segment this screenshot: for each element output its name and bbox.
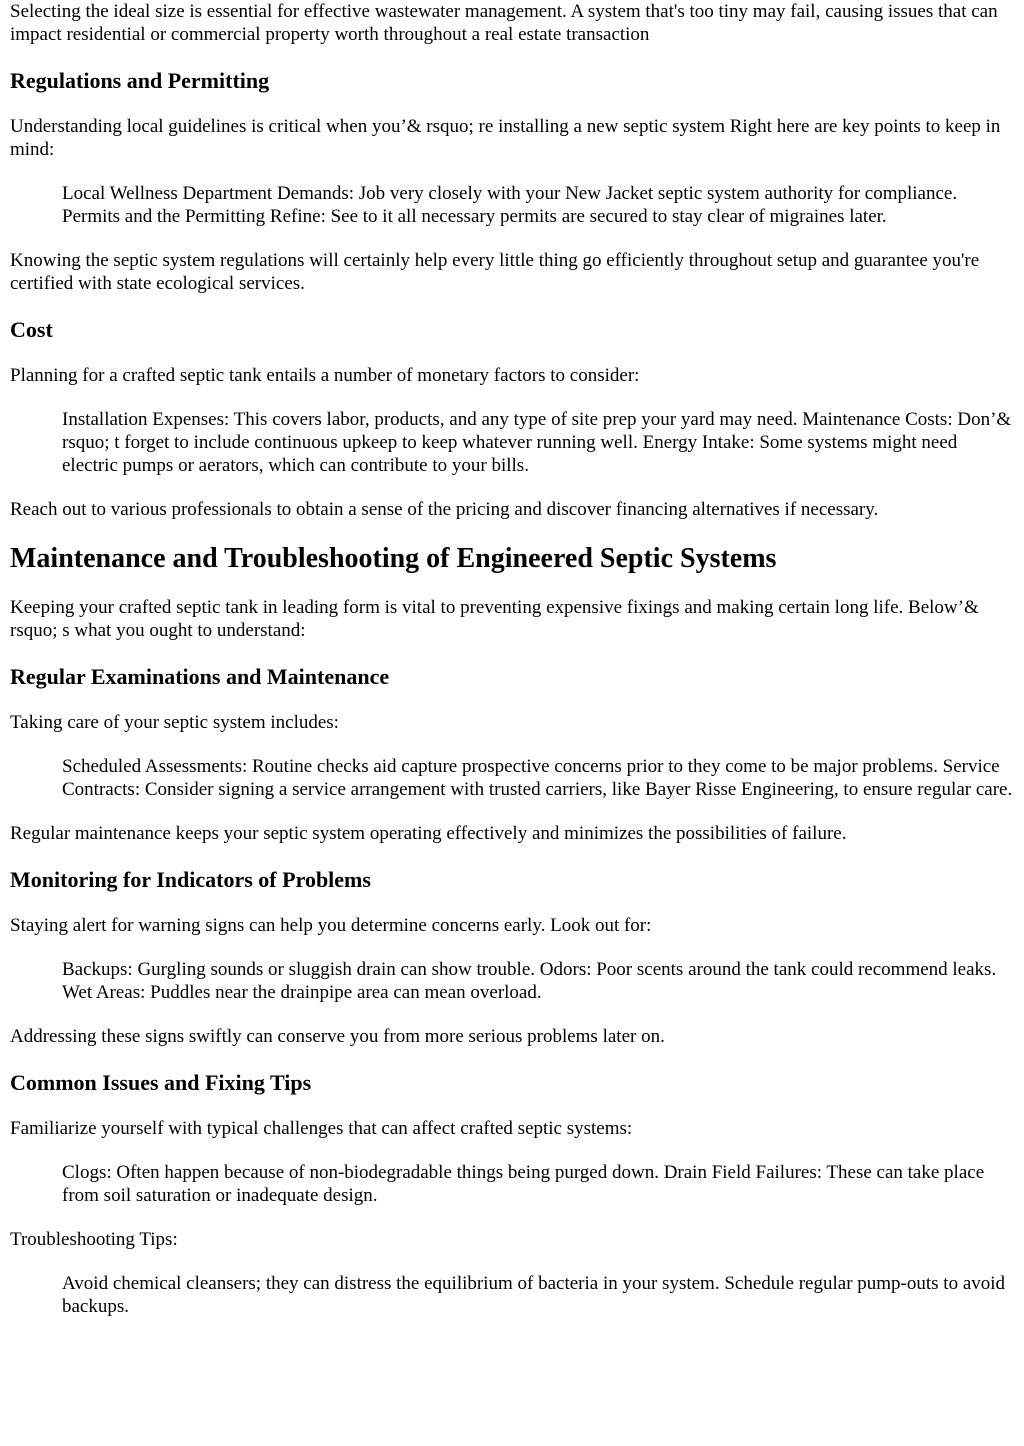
issues-heading: Common Issues and Fixing Tips <box>10 1070 312 1095</box>
regulations-heading: Regulations and Permitting <box>10 68 270 93</box>
regulations-quote: Local Wellness Department Demands: Job very closely with your New Jacket septic system authority for compliance. Permits and the Permitting Refine: See to it all necessary permits are secured to stay clear of migraines later. <box>62 183 958 227</box>
cost-heading: Cost <box>10 317 53 342</box>
monitoring-heading: Monitoring for Indicators of Problems <box>10 867 371 892</box>
monitoring-outro: Addressing these signs swiftly can conserve you from more serious problems later on. <box>10 1026 665 1047</box>
maintenance-heading: Maintenance and Troubleshooting of Engineered Septic Systems <box>10 543 777 574</box>
maintenance-intro: Keeping your crafted septic tank in leading form is vital to preventing expensive fixings and making certain long life. Below’& rsquo; s what you ought to understand: <box>10 597 979 641</box>
cost-outro: Reach out to various professionals to obtain a sense of the pricing and discover financing alternatives if necessary. <box>10 499 879 520</box>
regulations-outro: Knowing the septic system regulations will certainly help every little thing go efficiently throughout setup and guarantee you're certified with state ecological services. <box>10 250 980 294</box>
inspections-outro: Regular maintenance keeps your septic system operating effectively and minimizes the possibilities of failure. <box>10 823 847 844</box>
inspections-quote: Scheduled Assessments: Routine checks aid capture prospective concerns prior to they come to be major problems. Service Contracts: Consider signing a service arrangement with trusted carriers, like Bayer Risse Engineering, to ensure regular care. <box>62 756 1013 800</box>
cost-quote: Installation Expenses: This covers labor, products, and any type of site prep your yard may need. Maintenance Costs: Don’& rsquo; t forget to include continuous upkeep to keep whatever running well. Energy Intake: Some systems might need electric pumps or aerators, which can contribute to your bills. <box>62 409 1012 476</box>
inspections-heading: Regular Examinations and Maintenance <box>10 664 390 689</box>
cost-intro: Planning for a crafted septic tank entails a number of monetary factors to consider: <box>10 365 640 386</box>
issues-intro: Familiarize yourself with typical challenges that can affect crafted septic systems: <box>10 1118 633 1139</box>
issues-quote: Clogs: Often happen because of non-biodegradable things being purged down. Drain Field Failures: These can take place from soil saturation or inadequate design. <box>62 1162 985 1206</box>
monitoring-quote: Backups: Gurgling sounds or sluggish drain can show trouble. Odors: Poor scents around the tank could recommend leaks. Wet Areas: Puddles near the drainpipe area can mean overload. <box>62 959 997 1003</box>
regulations-intro: Understanding local guidelines is critical when you’& rsquo; re installing a new septic system Right here are key points to keep in mind: <box>10 116 1001 160</box>
tips-label: Troubleshooting Tips: <box>10 1229 178 1250</box>
monitoring-intro: Staying alert for warning signs can help you determine concerns early. Look out for: <box>10 915 652 936</box>
tips-quote: Avoid chemical cleansers; they can distress the equilibrium of bacteria in your system. Schedule regular pump-outs to avoid backups. <box>62 1273 1006 1317</box>
inspections-intro: Taking care of your septic system includes: <box>10 712 339 733</box>
size-paragraph: Selecting the ideal size is essential for effective wastewater management. A system that's too tiny may fail, causing issues that can impact residential or commercial property worth throughout a real estate transaction <box>10 1 998 45</box>
